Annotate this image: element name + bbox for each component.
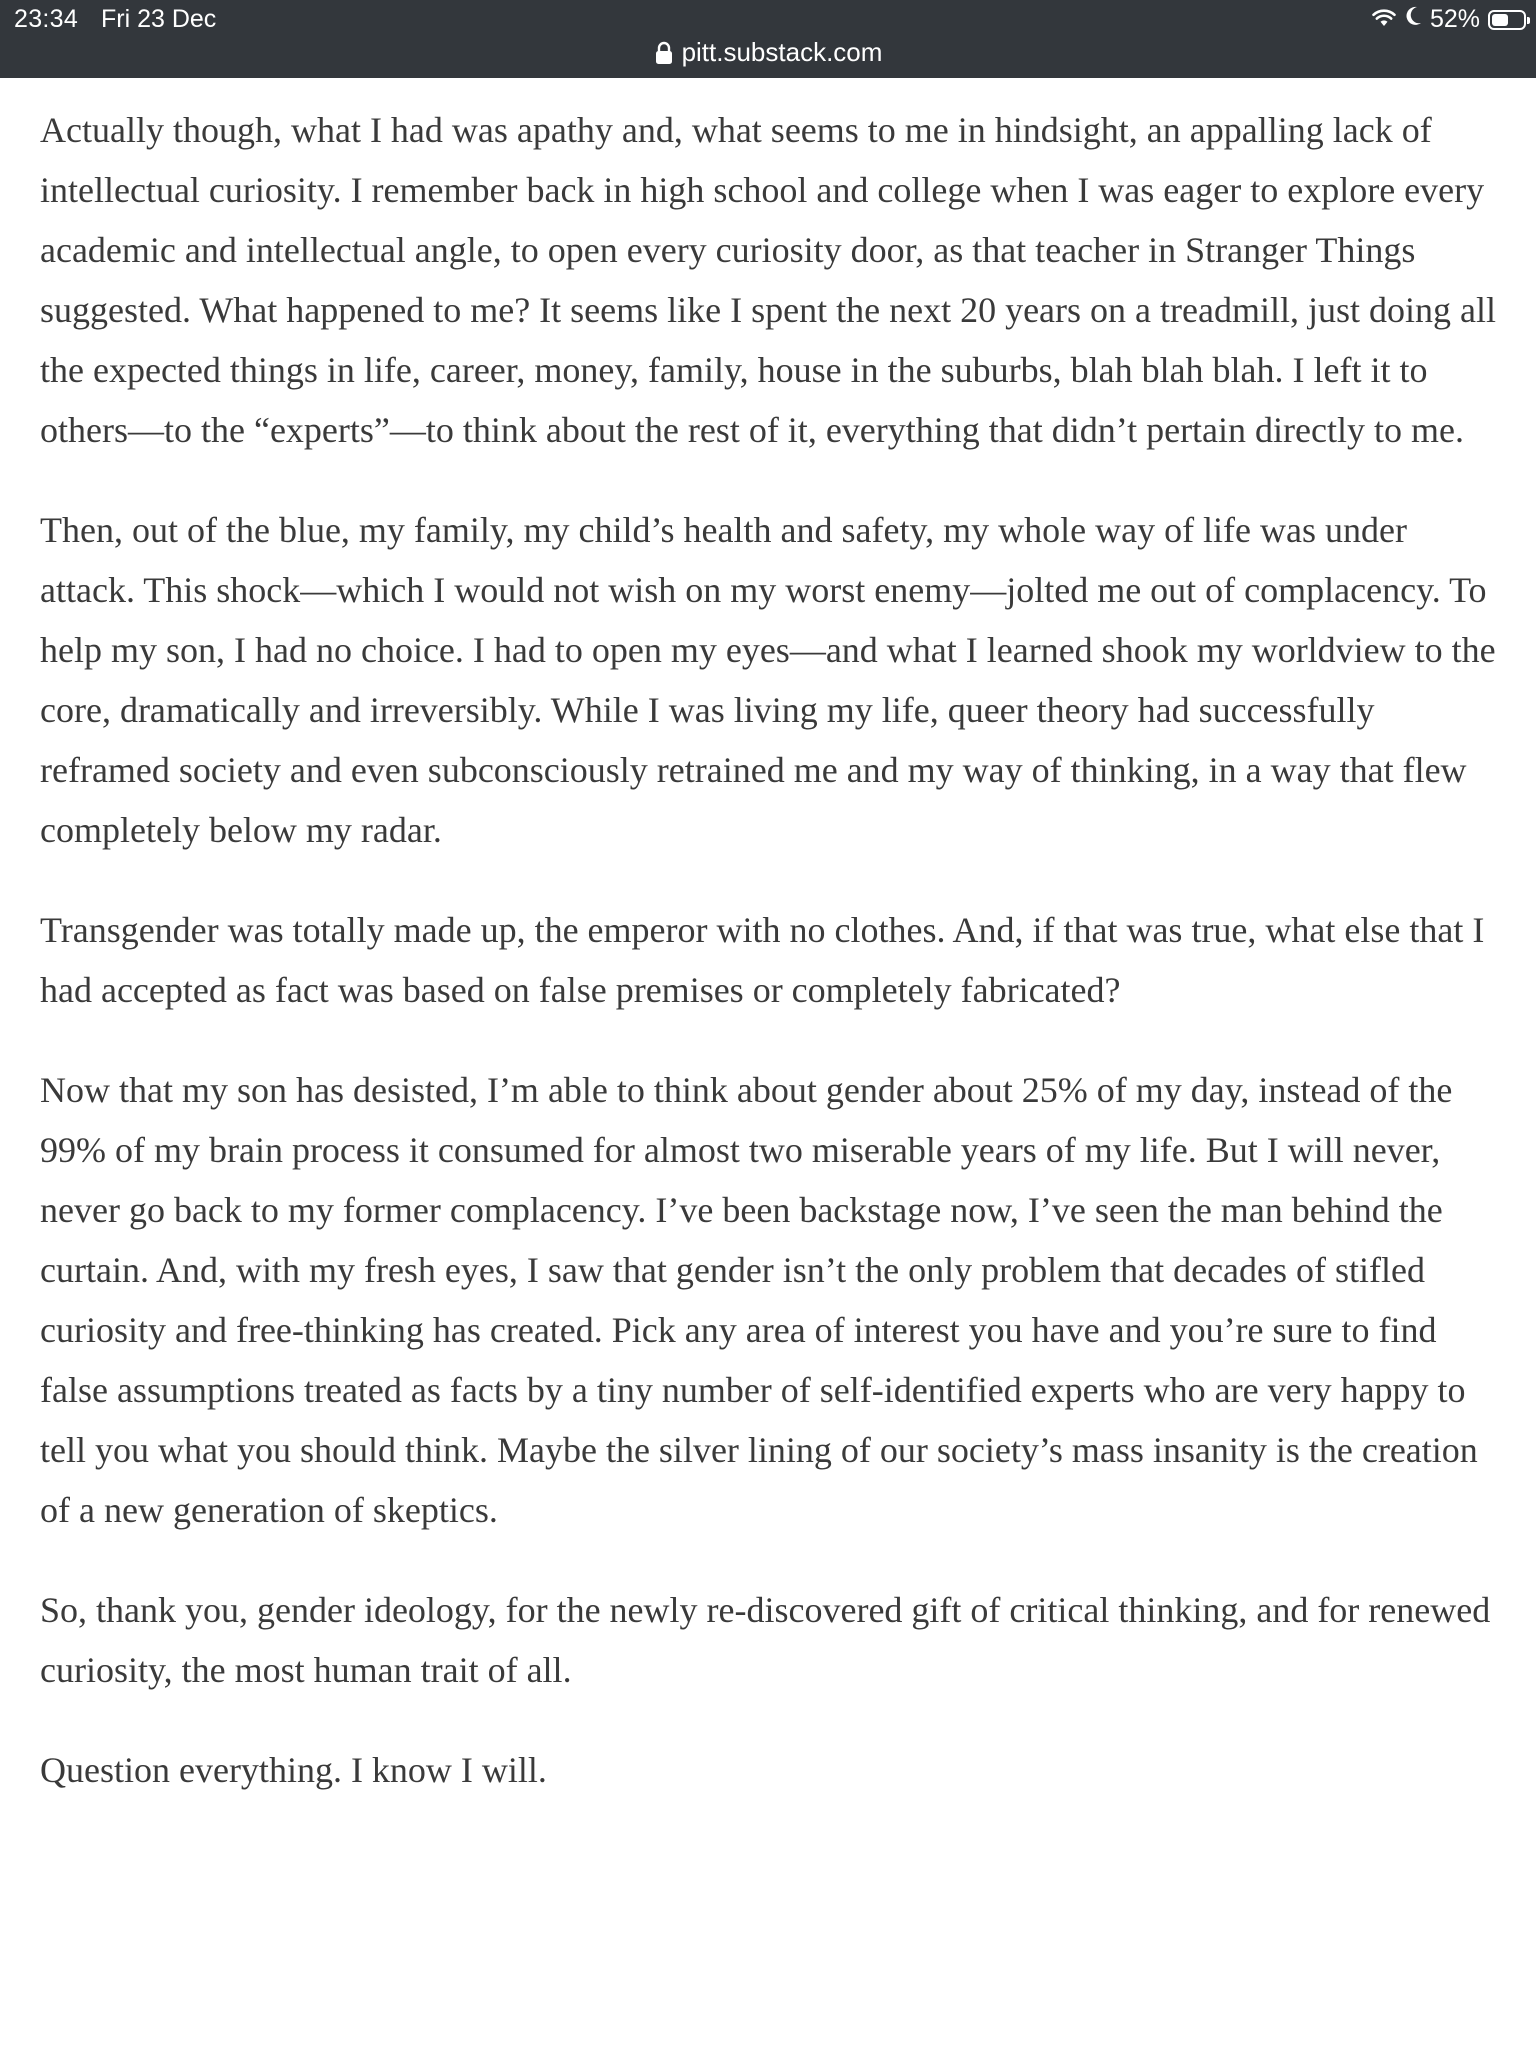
battery-icon	[1488, 10, 1526, 30]
moon-icon	[1404, 5, 1422, 34]
wifi-icon	[1372, 5, 1396, 34]
article-body	[40, 100, 1510, 1840]
status-indicators	[1372, 5, 1526, 34]
status-date: Fri 23 Dec	[101, 5, 217, 33]
status-bar	[0, 0, 1536, 78]
lock-icon	[654, 41, 674, 65]
battery-fill	[1492, 14, 1508, 26]
article-paragraph: So, thank you, gender ideology, for the newly re-discovered gift of critical thinking, and for renewed curiosity, the most human trait of all.	[40, 1590, 1491, 1690]
address-bar[interactable]	[0, 37, 1536, 68]
url-text[interactable]: pitt.substack.com	[681, 37, 883, 67]
article-paragraph: Actually though, what I had was apathy and, what seems to me in hindsight, an appalling lack of intellectual curiosity. I remember back in high school and college when I was eager to explore every academic and intellectual angle, to open every curiosity door, as that teacher in Stranger Things suggested. What happened to me? It seems like I spent the next 20 years on a treadmill, just doing all the expected things in life, career, money, family, house in the suburbs, blah blah blah. I left it to others—to the “experts”—to think about the rest of it, everything that didn’t pertain directly to me.	[40, 110, 1496, 450]
status-time: 23:34	[14, 5, 79, 33]
article-paragraph: Then, out of the blue, my family, my child’s health and safety, my whole way of life was under attack. This shock—which I would not wish on my worst enemy—jolted me out of complacency. To help my son, I had no choice. I had to open my eyes—and what I learned shook my worldview to the core, dramatically and irreversibly. While I was living my life, queer theory had successfully reframed society and even subconsciously retrained me and my way of thinking, in a way that flew completely below my radar.	[40, 510, 1496, 850]
article-paragraph: Now that my son has desisted, I’m able to think about gender about 25% of my day, instead of the 99% of my brain process it consumed for almost two miserable years of my life. But I will never, never go back to my former complacency. I’ve been backstage now, I’ve seen the man behind the curtain. And, with my fresh eyes, I saw that gender isn’t the only problem that decades of stifled curiosity and free-thinking has created. Pick any area of interest you have and you’re sure to find false assumptions treated as facts by a tiny number of self-identified experts who are very happy to tell you what you should think. Maybe the silver lining of our society’s mass insanity is the creation of a new generation of skeptics.	[40, 1070, 1478, 1530]
article-paragraph: Transgender was totally made up, the emperor with no clothes. And, if that was true, what else that I had accepted as fact was based on false premises or completely fabricated?	[40, 910, 1485, 1010]
battery-percent: 52%	[1429, 5, 1480, 33]
battery-nub	[1527, 17, 1530, 24]
article-paragraph: Question everything. I know I will.	[40, 1750, 547, 1790]
